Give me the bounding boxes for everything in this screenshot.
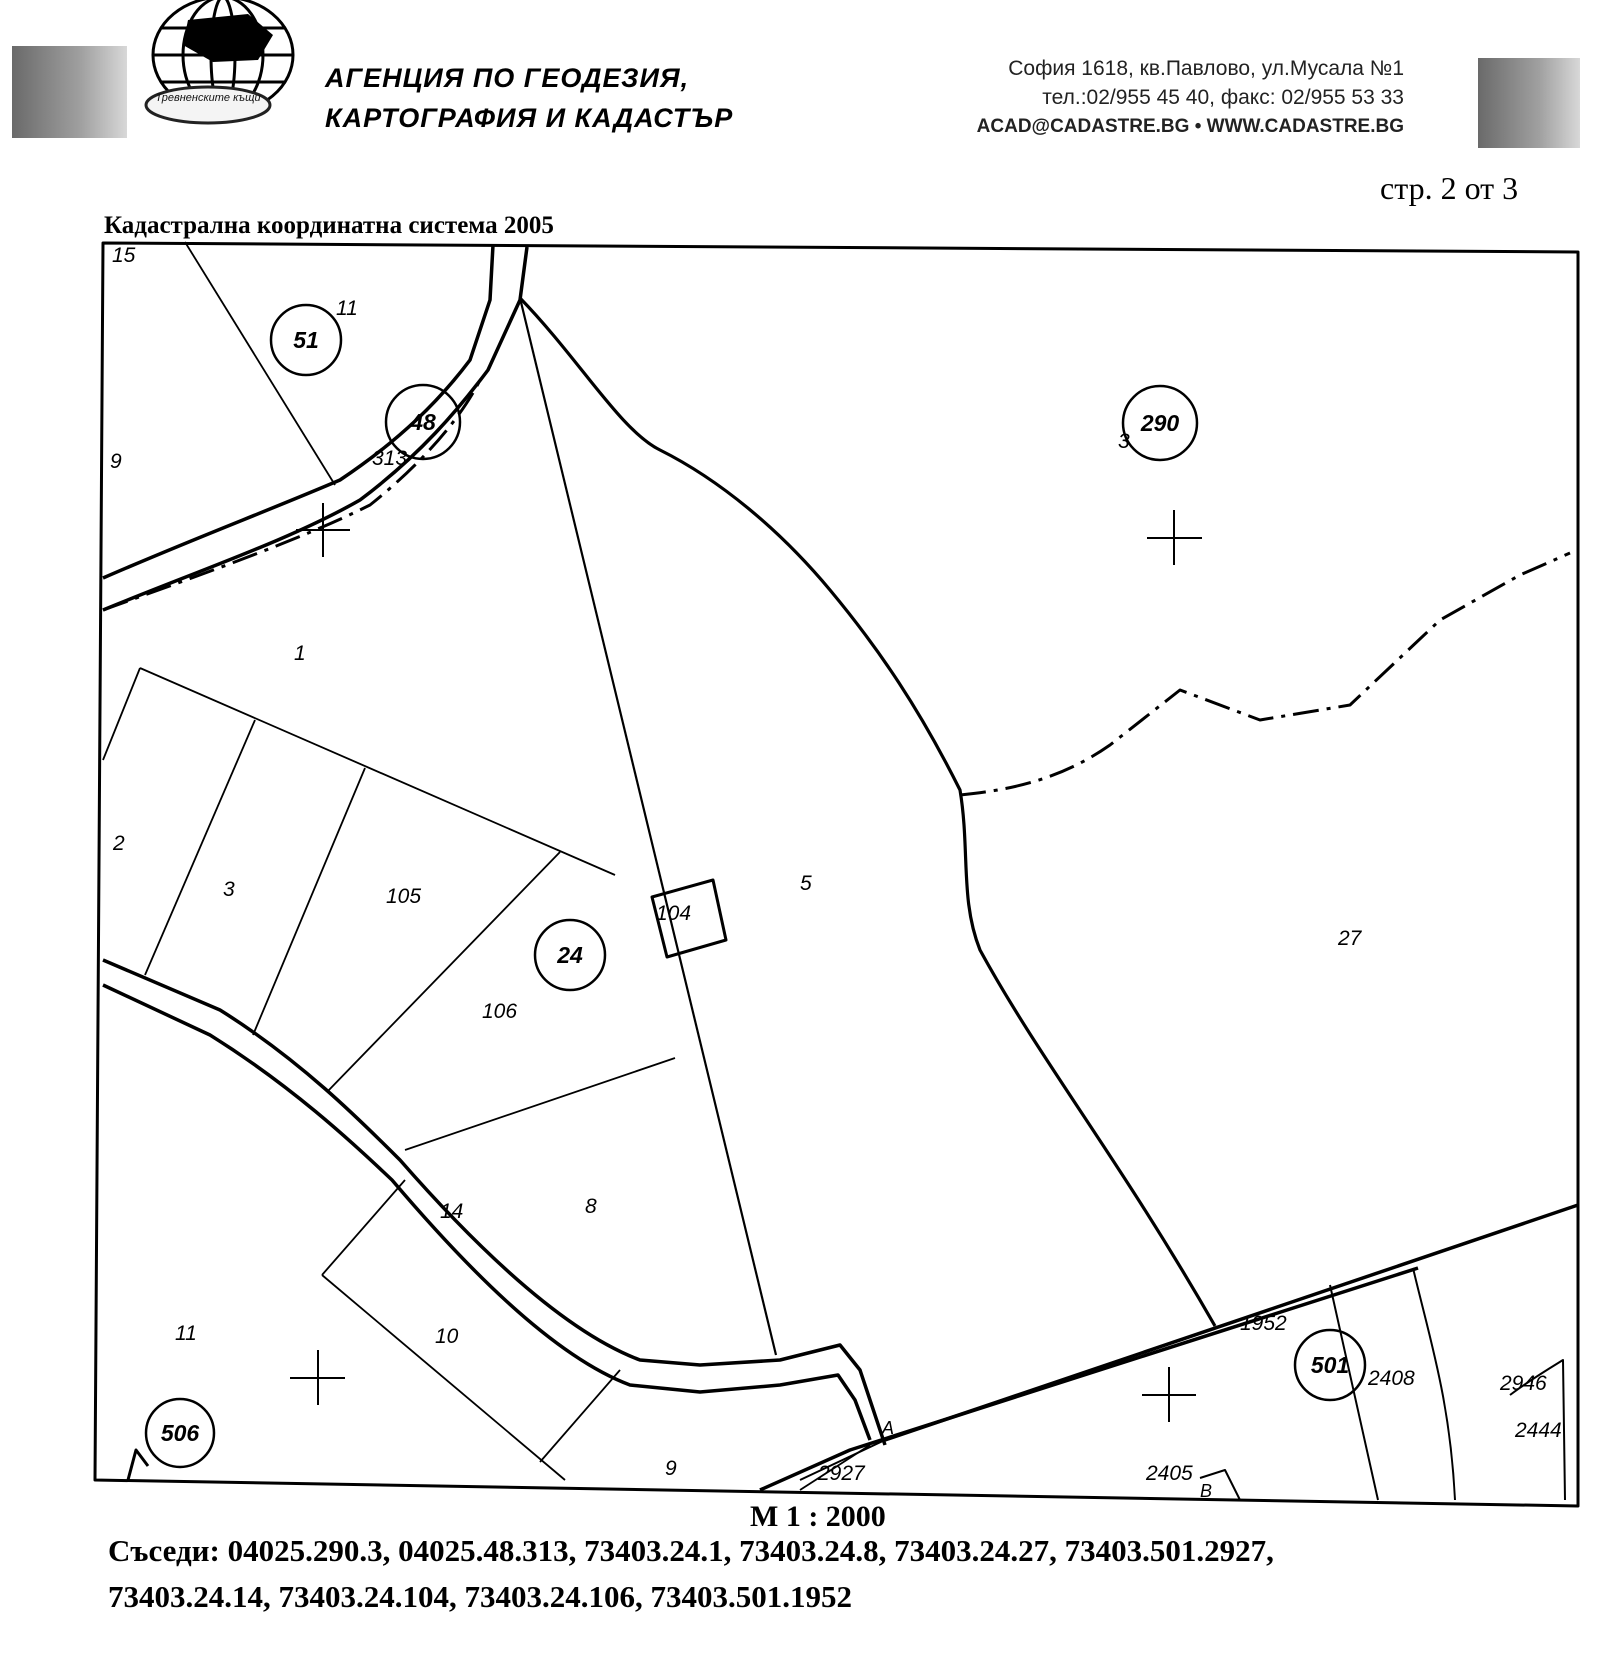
neighbors-list [108,1528,1508,1620]
neighbors-line2: 73403.24.14, 73403.24.104, 73403.24.106, 73403.501.1952 [108,1579,852,1614]
neighbors-line1: Съседи: 04025.290.3, 04025.48.313, 73403.24.1, 73403.24.8, 73403.24.27, 73403.501.2927, [108,1533,1274,1568]
boundary-105-east [327,852,560,1092]
boundary-3-west [145,720,255,975]
parcel-label-a: A [882,1418,895,1438]
parcel-label-106: 106 [482,1000,518,1023]
boundary-51 [185,242,335,485]
agency-phone: тел.:02/955 45 40, факс: 02/955 53 33 [1042,86,1404,109]
boundary-2408 [1330,1285,1378,1500]
parcel-label-5: 5 [800,872,812,895]
parcel-label-2405: 2405 [1146,1462,1193,1485]
boundary-9-west [540,1370,620,1462]
parcel-label-105: 105 [386,885,422,908]
parcel-label-11: 11 [336,297,358,320]
parcel-label-15: 15 [112,244,136,267]
circled-label-506: 506 [160,1420,200,1446]
boundary-106-south [405,1058,675,1150]
parcel-label-27: 27 [1338,927,1362,950]
page-number: стр. 2 от 3 [1380,170,1519,206]
parcel-label-3-north: 3 [1118,430,1130,453]
parcel-label-b: B [1200,1481,1213,1501]
parcel-label-9: 9 [110,450,122,473]
parcel-label-104: 104 [656,902,692,925]
agency-name-line2: КАРТОГРАФИЯ И КАДАСТЪР [325,103,734,133]
map-scale: М 1 : 2000 [750,1500,886,1533]
parcel-label-2444: 2444 [1515,1419,1562,1442]
parcel-5-west [520,298,776,1355]
parcel-label-8: 8 [585,1195,597,1218]
parcel-label-3: 3 [223,878,235,901]
boundary-506 [128,1450,148,1480]
parcel-label-2946: 2946 [1500,1372,1547,1395]
coordinate-system-title: Кадастрална координатна система 2005 [104,212,554,239]
agency-name-line1: АГЕНЦИЯ ПО ГЕОДЕЗИЯ, [325,63,690,93]
road-1952-south [760,1268,1418,1490]
road-north-inner [103,247,527,610]
parcel-label-9-south: 9 [665,1457,677,1480]
agency-address: София 1618, кв.Павлово, ул.Мусала №1 [1008,57,1404,80]
boundary-10-south [322,1275,565,1480]
boundary-2-top [140,668,615,875]
parcel-label-313: 313 [372,447,408,470]
agency-email-web: ACAD@CADASTRE.BG • WWW.CADASTRE.BG [976,116,1404,137]
parcel-label-1952: 1952 [1240,1312,1287,1335]
boundary-2408-east [1413,1268,1455,1500]
logo-badge-text: Тревненските къщи [155,92,261,104]
road-14-lower [103,985,870,1440]
grid-crosses [290,503,1202,1422]
road-14-upper [103,960,885,1445]
circled-label-501: 501 [1310,1352,1350,1378]
circled-label-290: 290 [1140,410,1180,436]
parcel-label-14: 14 [440,1200,464,1223]
boundary-2-west [103,668,140,760]
parcel-label-2927: 2927 [818,1462,865,1485]
circled-label-51: 51 [293,327,319,353]
circled-label-24: 24 [557,942,583,968]
parcel-label-10: 10 [435,1325,459,1348]
parcel-label-1: 1 [294,642,306,665]
circled-label-48: 48 [410,409,436,435]
parcel-label-11-south: 11 [175,1322,197,1345]
parcel-5-east [520,298,1215,1326]
map-frame [95,243,1578,1506]
parcel-label-2: 2 [113,832,125,855]
boundary-10-north [322,1180,405,1275]
boundary-3-east [253,768,365,1035]
parcel-label-2408: 2408 [1368,1367,1415,1390]
dashdot-boundary-east [960,553,1570,795]
